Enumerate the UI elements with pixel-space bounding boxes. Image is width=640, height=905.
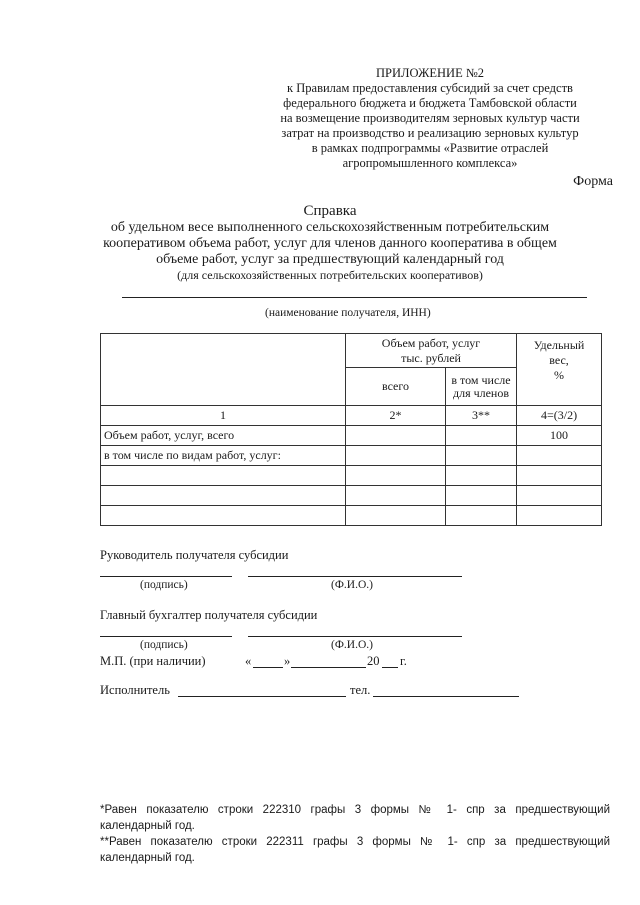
head-signature-field[interactable] — [100, 576, 232, 577]
table-cell[interactable] — [446, 486, 517, 506]
header-share-line: Удельный — [533, 338, 585, 352]
table-cell[interactable] — [101, 466, 346, 486]
footnote-2-line-1: **Равен показателю строки 222311 графы 3 формы № 1- спр за предшествующий — [100, 836, 610, 848]
footnote-1-line-1: *Равен показателю строки 222310 графы 3 формы № 1- спр за предшествующий — [100, 804, 610, 816]
footnote-2-line-2: календарный год. — [100, 852, 195, 864]
table-cell[interactable] — [446, 466, 517, 486]
header-share — [517, 334, 602, 406]
footnote-1-line-2: календарный год. — [100, 820, 195, 832]
table-cell[interactable] — [446, 426, 517, 446]
table-cell[interactable] — [346, 426, 446, 446]
recipient-caption: (наименование получателя, ИНН) — [265, 307, 431, 319]
date-day-field[interactable] — [253, 667, 283, 668]
recipient-field[interactable] — [122, 297, 587, 298]
accountant-signature-field[interactable] — [100, 636, 232, 637]
executor-label: Исполнитель — [100, 683, 170, 697]
accountant-name-field[interactable] — [248, 636, 462, 637]
appendix-line: затрат на производство и реализацию зерновых культур — [281, 126, 579, 140]
signature-caption: (подпись) — [140, 579, 188, 591]
header-share-line: % — [554, 368, 565, 382]
appendix-line: к Правилам предоставления субсидий за счет средств — [287, 81, 573, 95]
head-title: Руководитель получателя субсидии — [100, 548, 289, 562]
seal-label: М.П. (при наличии) — [100, 654, 206, 668]
col-number: 1 — [101, 406, 346, 426]
table-cell[interactable] — [446, 446, 517, 466]
footnotes — [100, 802, 610, 866]
name-caption: (Ф.И.О.) — [331, 579, 373, 591]
appendix-line: на возмещение производителям зерновых культур части — [280, 111, 580, 125]
table-cell[interactable] — [346, 466, 446, 486]
table-cell[interactable] — [346, 446, 446, 466]
header-total: всего — [346, 368, 446, 406]
table-cell[interactable] — [446, 506, 517, 526]
signature-caption: (подпись) — [140, 639, 188, 651]
title-subtitle-line: об удельном весе выполненного сельскохозяйственным потребительским — [110, 220, 550, 235]
table-cell[interactable] — [346, 506, 446, 526]
document-title — [90, 203, 570, 283]
accountant-title: Главный бухгалтер получателя субсидии — [100, 608, 318, 622]
table-cell[interactable] — [517, 466, 602, 486]
title-subtitle-line: кооперативом объема работ, услуг для членов данного кооператива в общем — [103, 236, 557, 251]
date-year-prefix: 20 — [367, 654, 380, 668]
header-share-line: вес, — [549, 353, 569, 367]
appendix-block — [250, 66, 610, 171]
table-cell[interactable] — [101, 486, 346, 506]
appendix-title: ПРИЛОЖЕНИЕ №2 — [375, 66, 485, 80]
header-volume — [346, 334, 517, 368]
table-cell[interactable] — [101, 506, 346, 526]
title-note: (для сельскохозяйственных потребительских кооперативов) — [177, 268, 483, 282]
date-close-quote: » — [284, 654, 291, 668]
header-volume-unit: тыс. рублей — [401, 350, 461, 365]
row-total-share: 100 — [517, 426, 602, 446]
date-month-field[interactable] — [291, 667, 366, 668]
appendix-line: агропромышленного комплекса» — [342, 156, 518, 170]
table-cell[interactable] — [346, 486, 446, 506]
executor-field[interactable] — [178, 696, 346, 697]
table-cell[interactable] — [517, 486, 602, 506]
name-caption: (Ф.И.О.) — [331, 639, 373, 651]
row-total-label: Объем работ, услуг, всего — [101, 426, 346, 446]
title-subtitle-line: объеме работ, услуг за предшествующий календарный год — [156, 252, 504, 267]
header-name-cell — [101, 334, 346, 406]
date-year-suffix: г. — [400, 654, 407, 668]
col-number: 2* — [346, 406, 446, 426]
data-table — [100, 333, 602, 526]
header-volume-line: Объем работ, услуг — [381, 335, 481, 350]
head-name-field[interactable] — [248, 576, 462, 577]
col-number: 4=(3/2) — [517, 406, 602, 426]
date-year-field[interactable] — [382, 667, 398, 668]
header-members-line: в том числе — [451, 372, 511, 387]
phone-field[interactable] — [373, 696, 519, 697]
header-members — [446, 368, 517, 406]
phone-label: тел. — [350, 683, 371, 697]
appendix-line: федерального бюджета и бюджета Тамбовской области — [283, 96, 577, 110]
header-members-line: для членов — [452, 385, 510, 400]
col-number: 3** — [446, 406, 517, 426]
table-cell[interactable] — [517, 446, 602, 466]
date-open-quote: « — [245, 654, 252, 668]
title-heading: Справка — [303, 203, 357, 219]
form-label: Форма — [573, 174, 613, 189]
row-including-label: в том числе по видам работ, услуг: — [101, 446, 346, 466]
table-cell[interactable] — [517, 506, 602, 526]
appendix-line: в рамках подпрограммы «Развитие отраслей — [311, 141, 549, 155]
